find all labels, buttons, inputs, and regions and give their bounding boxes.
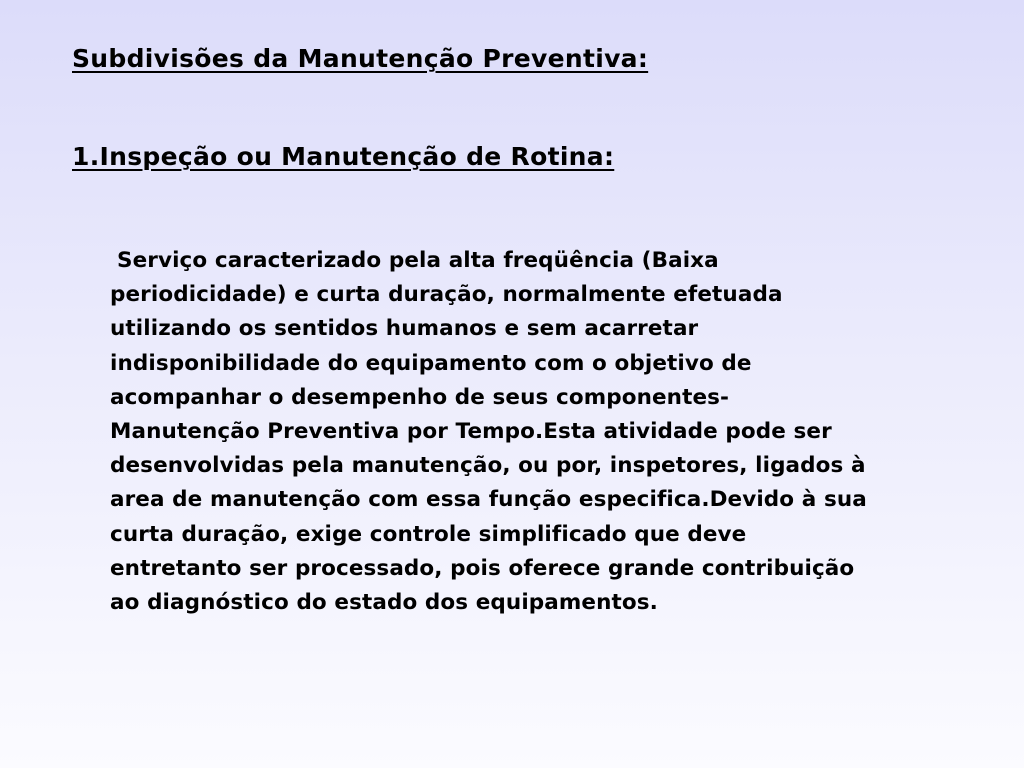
slide-title: Subdivisões da Manutenção Preventiva: — [72, 44, 649, 73]
body-paragraph: Serviço caracterizado pela alta freqüência (Baixa periodicidade) e curta duração, normalmente efetuada utilizando os sentidos humanos e sem acarretar indisponibilidade do equipamento com o objetivo de acompanhar o desempenho de seus componentes-Manutenção Preventiva por Tempo.Esta atividade pode ser desenvolvidas pela manutenção, ou por, inspetores, ligados à area de manutenção com essa função especifica.Devido à sua curta duração, exige controle simplificado que deve entretanto ser processado, pois oferece grande contribuição ao diagnóstico do estado dos equipamentos. — [110, 248, 867, 616]
section-heading: 1.Inspeção ou Manutenção de Rotina: — [72, 142, 615, 171]
